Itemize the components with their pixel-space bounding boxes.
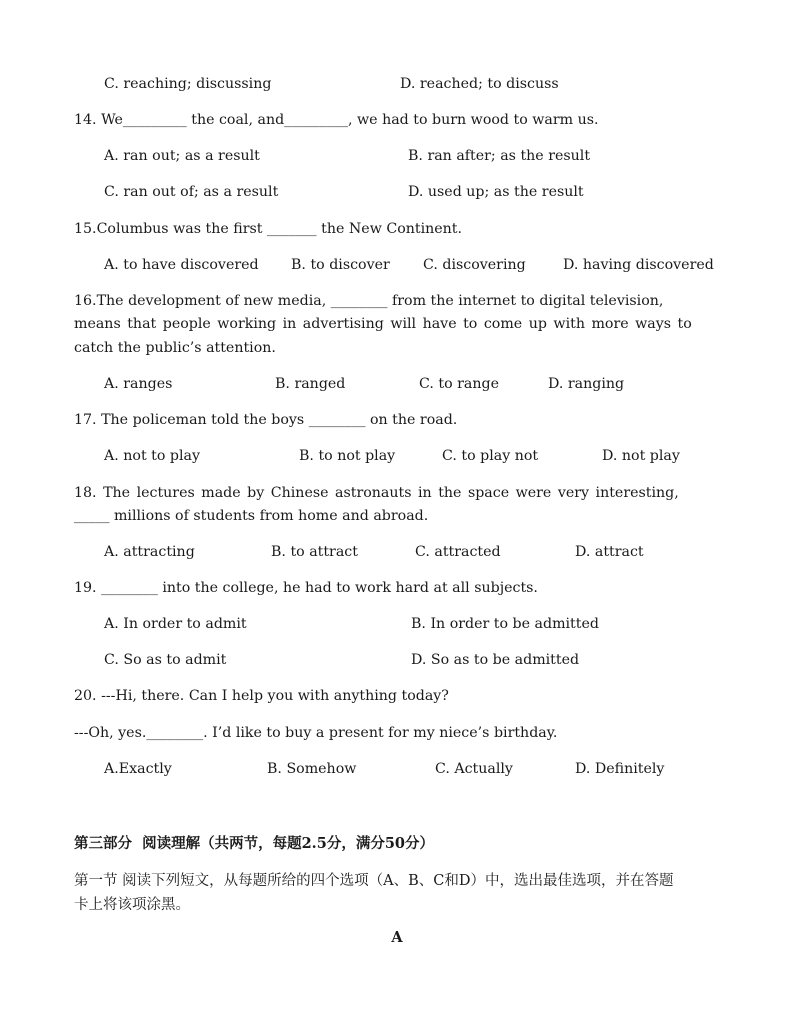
q16-option-d: D. ranging <box>548 376 625 392</box>
q14-option-b: B. ran after; as the result <box>408 148 591 164</box>
q18-stem-line1: 18. The lectures made by Chinese astronauts in the space were very interesting, <box>74 485 679 501</box>
q16-stem-line3: catch the public’s attention. <box>74 340 276 356</box>
q18-option-a: A. attracting <box>104 544 195 560</box>
q20-option-c: C. Actually <box>435 761 513 777</box>
part3-heading: 第三部分 阅读理解（共两节，每题2.5分，满分50分） <box>74 835 434 852</box>
q14-option-c: C. ran out of; as a result <box>104 184 279 200</box>
q16-option-a: A. ranges <box>104 376 173 392</box>
q15-option-a: A. to have discovered <box>104 257 259 273</box>
section1-instruction-line1: 第一节 阅读下列短文，从每题所给的四个选项（A、B、C和D）中，选出最佳选项，并在答题 <box>74 873 674 889</box>
section1-instruction-line2: 卡上将该项涂黑。 <box>74 897 190 913</box>
q20-option-d: D. Definitely <box>575 761 665 777</box>
q13-option-c: C. reaching; discussing <box>104 76 272 92</box>
passage-label: A <box>391 929 403 946</box>
q17-option-c: C. to play not <box>442 448 539 464</box>
q18-option-d: D. attract <box>575 544 644 560</box>
q16-option-b: B. ranged <box>275 376 346 392</box>
q15-stem: 15.Columbus was the first _______ the New Continent. <box>74 221 463 237</box>
q19-option-a: A. In order to admit <box>104 616 247 632</box>
q15-option-d: D. having discovered <box>563 257 714 273</box>
q13-option-d: D. reached; to discuss <box>400 76 559 92</box>
q19-stem: 19. ________ into the college, he had to work hard at all subjects. <box>74 580 538 596</box>
q16-stem-line2: means that people working in advertising will have to come up with more ways to <box>74 316 692 332</box>
q20-option-b: B. Somehow <box>267 761 357 777</box>
q16-option-c: C. to range <box>419 376 499 392</box>
q15-option-c: C. discovering <box>423 257 526 273</box>
q17-stem: 17. The policeman told the boys ________ on the road. <box>74 412 458 428</box>
q16-stem-line1: 16.The development of new media, ________ from the internet to digital television, <box>74 293 664 309</box>
q17-option-a: A. not to play <box>104 448 201 464</box>
q14-stem: 14. We_________ the coal, and_________, we had to burn wood to warm us. <box>74 112 599 128</box>
q14-option-d: D. used up; as the result <box>408 184 584 200</box>
q19-option-b: B. In order to be admitted <box>411 616 599 632</box>
q20-option-a: A.Exactly <box>104 761 172 777</box>
q20-stem-line2: ---Oh, yes.________. I’d like to buy a present for my niece’s birthday. <box>74 725 558 741</box>
q18-stem-line2: _____ millions of students from home and abroad. <box>74 508 429 524</box>
q15-option-b: B. to discover <box>291 257 390 273</box>
q20-stem-line1: 20. ---Hi, there. Can I help you with anything today? <box>74 688 449 704</box>
q18-option-c: C. attracted <box>415 544 501 560</box>
q18-option-b: B. to attract <box>271 544 358 560</box>
q14-option-a: A. ran out; as a result <box>104 148 260 164</box>
q17-option-b: B. to not play <box>299 448 396 464</box>
q19-option-c: C. So as to admit <box>104 652 227 668</box>
q17-option-d: D. not play <box>602 448 680 464</box>
q19-option-d: D. So as to be admitted <box>411 652 580 668</box>
